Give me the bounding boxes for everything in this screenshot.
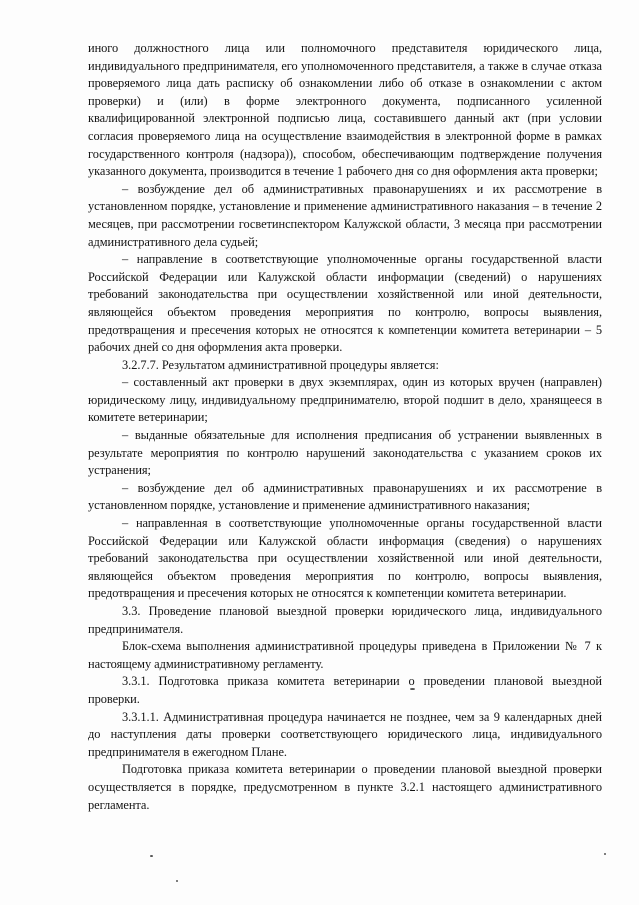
paragraph-3-2-7-7: 3.2.7.7. Результатом административной процедуры является: (122, 357, 439, 372)
paragraph-order-preparation: Подготовка приказа комитета ветеринарии о проведении плановой выездной проверки осуществляется в порядке, предусмотренном в пункте 3.2.1 настоящего административного регламента. (88, 762, 602, 812)
paragraph-result-act: – составленный акт проверки в двух экземплярах, один из которых вручен (направлен) юридическому лицу, индивидуальному предпринимателю, второй подшит в дело, хранящееся в комитете ветеринарии; (88, 375, 602, 425)
paragraph-result-orders: – выданные обязательные для исполнения предписания об устранении выявленных в результате мероприятия по контролю нарушений законодательства с указанием сроков их устранения; (88, 428, 602, 478)
scan-speck (410, 688, 415, 690)
document-body (88, 40, 602, 814)
paragraph-continuation: иного должностного лица или полномочного представителя юридического лица, индивидуального предпринимателя, его уполномоченного представителя, а также в случае отказа проверяемого лица дать расписку об ознакомлении либо об отказе в ознакомлении с актом проверки) и (или) в форме электронного документа, подписанного усиленной квалифицированной электронной подписью лица, составившего данный акт (при условии согласия проверяемого лица на осуществление взаимодействия в электронной форме в рамках государственного контроля (надзора)), способом, обеспечивающим подтверждение получения указанного документа, производится в течение 1 рабочего дня со дня оформления акта проверки; (88, 41, 602, 179)
section-heading-3-3: 3.3. Проведение плановой выездной проверки юридического лица, индивидуального предпринимателя. (88, 604, 602, 636)
scan-speck (176, 880, 178, 882)
paragraph-flowchart-reference: Блок-схема выполнения административной процедуры приведена в Приложении № 7 к настоящему административному регламенту. (88, 639, 602, 671)
paragraph-result-information: – направленная в соответствующие уполномоченные органы государственной власти Российской Федерации или Калужской области информация (сведения) о нарушениях требований законодательства при осуществлении хозяйственной или иной деятельности, являющейся объектом проведения мероприятия по контролю, вопросы выявления, предотвращения и пресечения которых не относятся к компетенции комитета ветеринарии. (88, 516, 602, 601)
paragraph-3-3-1: 3.3.1. Подготовка приказа комитета ветеринарии о проведении плановой выездной проверки. (88, 674, 602, 706)
paragraph-information-deadline: – направление в соответствующие уполномоченные органы государственной власти Российской Федерации или Калужской области информации (сведений) о нарушениях требований законодательства при осуществлении хозяйственной или иной деятельности, являющейся объектом проведения мероприятия по контролю, вопросы выявления, предотвращения и пресечения которых не относятся к компетенции комитета ветеринарии – 5 рабочих дней со дня оформления акта проверки. (88, 252, 602, 355)
paragraph-result-prosecution: – возбуждение дел об административных правонарушениях и их рассмотрение в установленном порядке, установление и применение административного наказания; (88, 480, 602, 513)
scan-speck (150, 855, 153, 857)
paragraph-prosecution-deadline: – возбуждение дел об административных правонарушениях и их рассмотрение в установленном порядке, установление и применение административного наказания – в течение 2 месяцев, при рассмотрении госветинспектором Калужской области, 3 месяца при рассмотрении административного дела судьей; (88, 181, 602, 249)
scan-speck (604, 853, 606, 855)
paragraph-3-3-1-1: 3.3.1.1. Административная процедура начинается не позднее, чем за 9 календарных дней до наступления даты проверки соответствующего юридического лица, индивидуального предпринимателя в ежегодном Плане. (88, 709, 602, 759)
